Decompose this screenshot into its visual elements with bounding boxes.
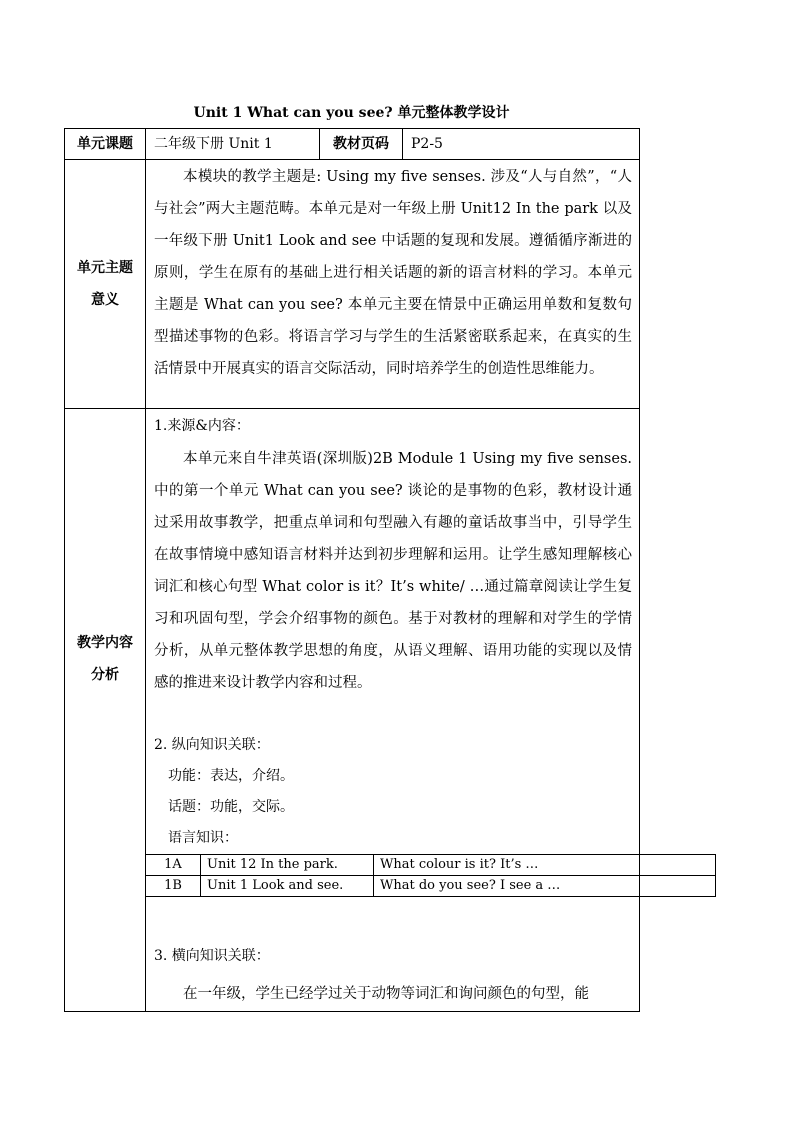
vertical-heading: 2. 纵向知识关联： — [154, 737, 270, 753]
page-title: Unit 1 What can you see? 单元整体教学设计 — [193, 105, 510, 121]
sentence-cell: What colour is it? It’s … — [374, 855, 716, 876]
sentence-cell: What do you see? I see a … — [374, 876, 716, 897]
grade-cell: 1A — [146, 855, 201, 876]
unit-topic-value: 二年级下册 Unit 1 — [146, 129, 320, 160]
textbook-page-value: P2-5 — [403, 129, 640, 160]
horizontal-text: 在一年级，学生已经学过关于动物等词汇和询问颜色的句型，能 — [183, 986, 589, 1002]
language-line: 语言知识： — [168, 830, 238, 846]
analysis-label-line1: 教学内容 — [77, 635, 133, 651]
horizontal-heading: 3. 横向知识关联： — [154, 948, 270, 964]
theme-text: 本模块的教学主题是: Using my five senses. 涉及“人与自然”，“人与社会”两大主题范畴。本单元是对一年级上册 Unit12 In the park 以及一年级下册 Unit1 Look and see 中话题的复现和发展。遵循循序渐进的原则，学生在原有的基础上进行相关话题的新的语言材料的学习。本单元主题是 What can you see? 本单元主要在情景中正确运用单数和复数句型描述事物的色彩。将语言学习与学生的生活紧密联系起来，在真实的生活情景中开展真实的语言交际活动，同时培养学生的创造性思维能力。 — [154, 169, 632, 377]
analysis-label — [65, 409, 146, 1012]
source-text: 本单元来自牛津英语(深圳版)2B Module 1 Using my five senses.中的第一个单元 What can you see? 谈论的是事物的色彩，教材设计通过采用故事教学，把重点单词和句型融入有趣的童话故事当中，引导学生在故事情境中感知语言材料并达到初步理解和运用。让学生感知理解核心词汇和核心句型 What color is it？It’s white/ …通过篇章阅读让学生复习和巩固句型，学会介绍事物的颜色。基于对教材的理解和对学生的学情分析，从单元整体教学思想的角度，从语义理解、语用功能的实现以及情感的推进来设计教学内容和过程。 — [154, 451, 632, 691]
theme-row — [65, 160, 640, 409]
unit-cell: Unit 12 In the park. — [201, 855, 374, 876]
theme-content — [146, 160, 640, 409]
analysis-content — [146, 409, 640, 1012]
unit-info-row — [65, 129, 640, 160]
function-line: 功能：表达，介绍。 — [168, 768, 294, 784]
analysis-label-line2: 分析 — [91, 667, 119, 683]
theme-label-line2: 意义 — [91, 292, 119, 308]
knowledge-table — [145, 854, 716, 897]
topic-line: 话题：功能，交际。 — [168, 799, 294, 815]
textbook-page-label: 教材页码 — [320, 129, 403, 160]
theme-label — [65, 160, 146, 409]
theme-label-line1: 单元主题 — [77, 260, 133, 276]
lesson-plan-table — [64, 128, 640, 1012]
analysis-row — [65, 409, 640, 1012]
grade-cell: 1B — [146, 876, 201, 897]
source-heading: 1.来源&内容： — [154, 418, 250, 434]
unit-topic-label: 单元课题 — [65, 129, 146, 160]
table-row — [146, 876, 716, 897]
table-row — [146, 855, 716, 876]
unit-cell: Unit 1 Look and see. — [201, 876, 374, 897]
